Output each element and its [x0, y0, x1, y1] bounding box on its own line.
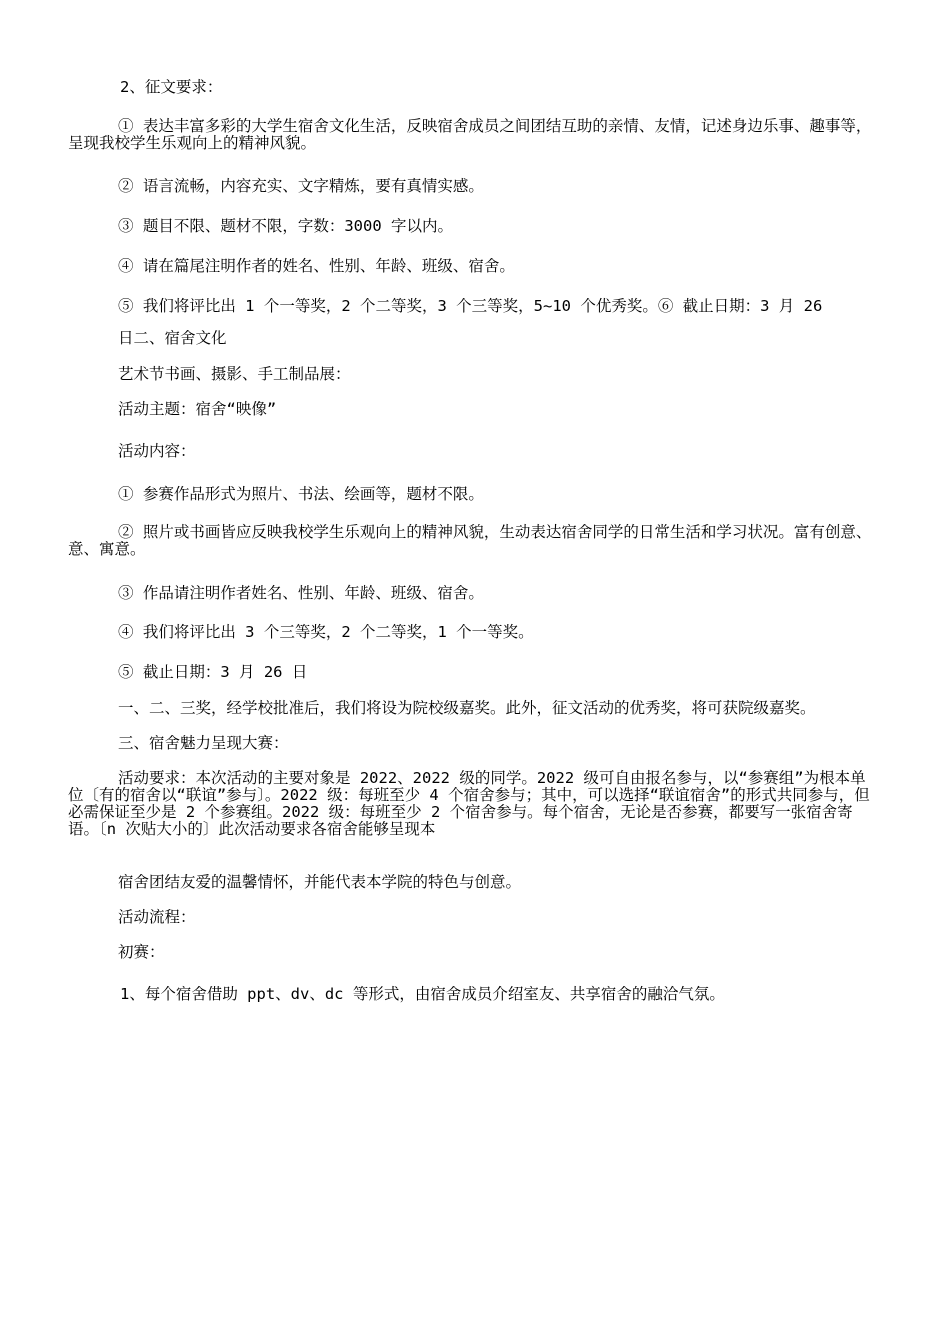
paragraph-section-dorm-culture: 日二、宿舍文化 [118, 329, 227, 347]
paragraph-activity-content: 活动内容： [118, 442, 196, 460]
paragraph-preliminary-item-1: 1、每个宿舍借助 ppt、dv、dc 等形式，由宿舍成员介绍室友、共享宿舍的融洽气氛。 [120, 985, 725, 1003]
paragraph-section-dorm-charm: 三、宿舍魅力呈现大赛： [118, 734, 289, 752]
paragraph-item-5: ⑤ 我们将评比出 1 个一等奖，2 个二等奖，3 个三等奖，5~10 个优秀奖。⑥ 截止日期：3 月 26 [118, 297, 823, 315]
paragraph-content-item-5: ⑤ 截止日期：3 月 26 日 [118, 663, 308, 681]
paragraph-dorm-unity: 宿舍团结友爱的温馨情怀，并能代表本学院的特色与创意。 [118, 873, 522, 891]
paragraph-content-item-3: ③ 作品请注明作者姓名、性别、年龄、班级、宿舍。 [118, 584, 484, 602]
paragraph-content-item-2: ② 照片或书画皆应反映我校学生乐观向上的精神风貌，生动表达宿舍同学的日常生活和学习状况。富有创意、意、寓意。 [68, 523, 872, 558]
paragraph-item-4: ④ 请在篇尾注明作者的姓名、性别、年龄、班级、宿舍。 [118, 257, 515, 275]
paragraph-awards: 一、二、三奖，经学校批准后，我们将设为院校级嘉奖。此外，征文活动的优秀奖，将可获院级嘉奖。 [118, 699, 816, 717]
paragraph-item-1: ① 表达丰富多彩的大学生宿舍文化生活，反映宿舍成员之间团结互助的亲情、友情，记述身边乐事、趣事等，呈现我校学生乐观向上的精神风貌。 [68, 117, 872, 152]
paragraph-art-exhibition: 艺术节书画、摄影、手工制品展： [118, 365, 351, 383]
paragraph-content-item-1: ① 参赛作品形式为照片、书法、绘画等，题材不限。 [118, 485, 484, 503]
paragraph-content-item-4: ④ 我们将评比出 3 个三等奖，2 个二等奖，1 个一等奖。 [118, 623, 534, 641]
paragraph-item-2: ② 语言流畅，内容充实、文字精炼，要有真情实感。 [118, 177, 484, 195]
paragraph-activity-requirements: 活动要求：本次活动的主要对象是 2022、2022 级的同学。2022 级可自由报名参与，以“参赛组”为根本单位〔有的宿舍以“联谊”参与〕。2022 级：每班至少 4 个宿舍参与；其中，可以选择“联谊宿舍”的形式共同参与，但必需保证至少是 2 个参赛组。2022 级：每班至少 2 个宿舍参与。每个宿舍，无论是否参赛，都要写一张宿舍寄语。〔n 次贴大小的〕此次活动要求各宿舍能够呈现本 [68, 769, 870, 838]
paragraph-activity-theme: 活动主题：宿舍“映像” [118, 400, 277, 418]
paragraph-item-3: ③ 题目不限、题材不限，字数：3000 字以内。 [118, 217, 453, 235]
paragraph-activity-process: 活动流程： [118, 908, 196, 926]
paragraph-heading-essay-requirements: 2、征文要求： [120, 78, 223, 96]
paragraph-preliminary: 初赛： [118, 943, 165, 961]
